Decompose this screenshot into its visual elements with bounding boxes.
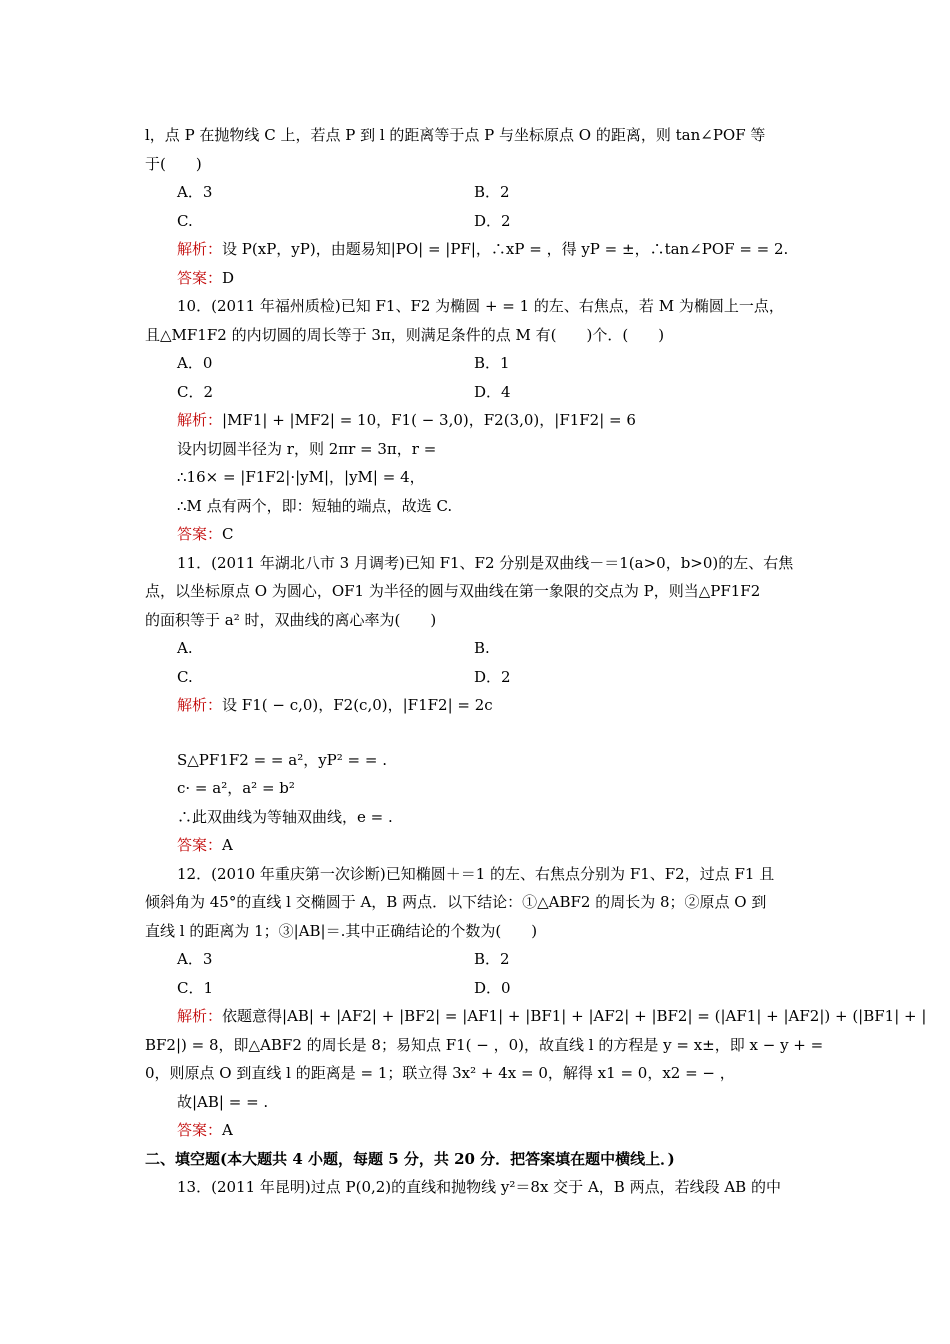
answer-label: 答案： — [177, 836, 223, 854]
analysis-text: 设 F1( − c,0)，F2(c,0)，|F1F2| = 2c — [222, 696, 493, 714]
text-line: 且△MF1F2 的内切圆的周长等于 3π，则满足条件的点 M 有( )个．( ) — [145, 326, 665, 344]
analysis-label: 解析： — [177, 411, 223, 429]
analysis-line — [177, 1005, 927, 1027]
question-13: 13．(2011 年昆明)过点 P(0,2)的直线和抛物线 y²＝8x 交于 A，B 两点，若线段 AB 的中 — [177, 1178, 781, 1196]
analysis-label: 解析： — [177, 240, 223, 258]
option-b: B. — [474, 639, 490, 657]
answer-label: 答案： — [177, 1121, 223, 1139]
text-line: 点，以坐标原点 O 为圆心，OF1 为半径的圆与双曲线在第一象限的交点为 P，则当△PF1F2 — [145, 582, 761, 600]
option-d: D．0 — [474, 979, 511, 997]
option-d: D．2 — [474, 668, 511, 686]
answer-text: C — [222, 525, 234, 543]
section-heading: 二、填空题(本大题共 4 小题，每题 5 分，共 20 分．把答案填在题中横线上．) — [145, 1150, 675, 1168]
answer-line — [177, 523, 842, 545]
text-line: ∴M 点有两个，即：短轴的端点，故选 C. — [177, 497, 453, 515]
option-c: C．2 — [177, 383, 214, 401]
question-11: 11．(2011 年湖北八市 3 月调考)已知 F1、F2 分别是双曲线－＝1(a>0，b>0)的左、右焦 — [177, 554, 794, 572]
option-a: A. — [177, 639, 193, 657]
option-c: C．1 — [177, 979, 214, 997]
options-row — [177, 210, 842, 232]
option-b: B．2 — [474, 183, 510, 201]
options-row — [177, 977, 842, 999]
option-c: C. — [177, 668, 193, 686]
options-row — [177, 352, 842, 374]
text-line: l，点 P 在抛物线 C 上，若点 P 到 l 的距离等于点 P 与坐标原点 O 的距离，则 tan∠POF 等 — [145, 126, 766, 144]
text-line: ∴16× = |F1F2|·|yM|，|yM| = 4， — [177, 468, 425, 486]
text-line: S△PF1F2 = = a²，yP² = = . — [177, 751, 387, 769]
option-b: B．2 — [474, 950, 510, 968]
answer-text: D — [222, 269, 235, 287]
text-line: 设内切圆半径为 r，则 2πr = 3π，r = — [177, 440, 437, 458]
option-a: A．3 — [177, 183, 213, 201]
options-row — [177, 948, 842, 970]
answer-line — [177, 834, 842, 856]
answer-line — [177, 1119, 842, 1141]
analysis-line — [177, 238, 842, 260]
analysis-label: 解析： — [177, 1007, 223, 1025]
analysis-label: 解析： — [177, 696, 223, 714]
answer-text: A — [222, 1121, 233, 1139]
options-row — [177, 181, 842, 203]
answer-label: 答案： — [177, 269, 223, 287]
question-12: 12．(2010 年重庆第一次诊断)已知椭圆＋＝1 的左、右焦点分别为 F1、F2，过点 F1 且 — [177, 865, 775, 883]
options-row — [177, 666, 842, 688]
text-line: 的面积等于 a² 时，双曲线的离心率为( ) — [145, 611, 437, 629]
answer-label: 答案： — [177, 525, 223, 543]
options-row — [177, 381, 842, 403]
option-d: D．2 — [474, 212, 511, 230]
text-line: 0，则原点 O 到直线 l 的距离是 = 1；联立得 3x² + 4x = 0，解得 x1 = 0，x2 = − ， — [145, 1064, 735, 1082]
option-b: B．1 — [474, 354, 510, 372]
option-d: D．4 — [474, 383, 511, 401]
question-10: 10．(2011 年福州质检)已知 F1、F2 为椭圆 + = 1 的左、右焦点，若 M 为椭圆上一点， — [177, 297, 784, 315]
analysis-text: 设 P(xP，yP)，由题易知|PO| = |PF|，∴xP = ，得 yP = ±，∴tan∠POF = = 2. — [222, 240, 789, 258]
option-a: A．0 — [177, 354, 213, 372]
analysis-line — [177, 694, 842, 716]
option-c: C. — [177, 212, 193, 230]
text-line: c· = a²，a² = b² — [177, 779, 295, 797]
text-line: 直线 l 的距离为 1；③|AB|＝.其中正确结论的个数为( ) — [145, 922, 538, 940]
analysis-text: |MF1| + |MF2| = 10，F1( − 3,0)，F2(3,0)，|F1F2| = 6 — [222, 411, 636, 429]
answer-line — [177, 267, 842, 289]
text-line: 故|AB| = = . — [177, 1093, 269, 1111]
text-line: BF2|) = 8，即△ABF2 的周长是 8；易知点 F1( − ，0)，故直线 l 的方程是 y = x±，即 x − y + = — [145, 1036, 824, 1054]
analysis-line — [177, 409, 842, 431]
option-a: A．3 — [177, 950, 213, 968]
text-line: 倾斜角为 45°的直线 l 交椭圆于 A，B 两点．以下结论：①△ABF2 的周长为 8；②原点 O 到 — [145, 893, 767, 911]
text-line: 于( ) — [145, 155, 202, 173]
answer-text: A — [222, 836, 233, 854]
text-line: ∴此双曲线为等轴双曲线，e = . — [177, 808, 393, 826]
options-row — [177, 637, 842, 659]
analysis-text: 依题意得|AB| + |AF2| + |BF2| = |AF1| + |BF1| + |AF2| + |BF2| = (|AF1| + |AF2|) + (|BF1| + | — [222, 1007, 927, 1025]
